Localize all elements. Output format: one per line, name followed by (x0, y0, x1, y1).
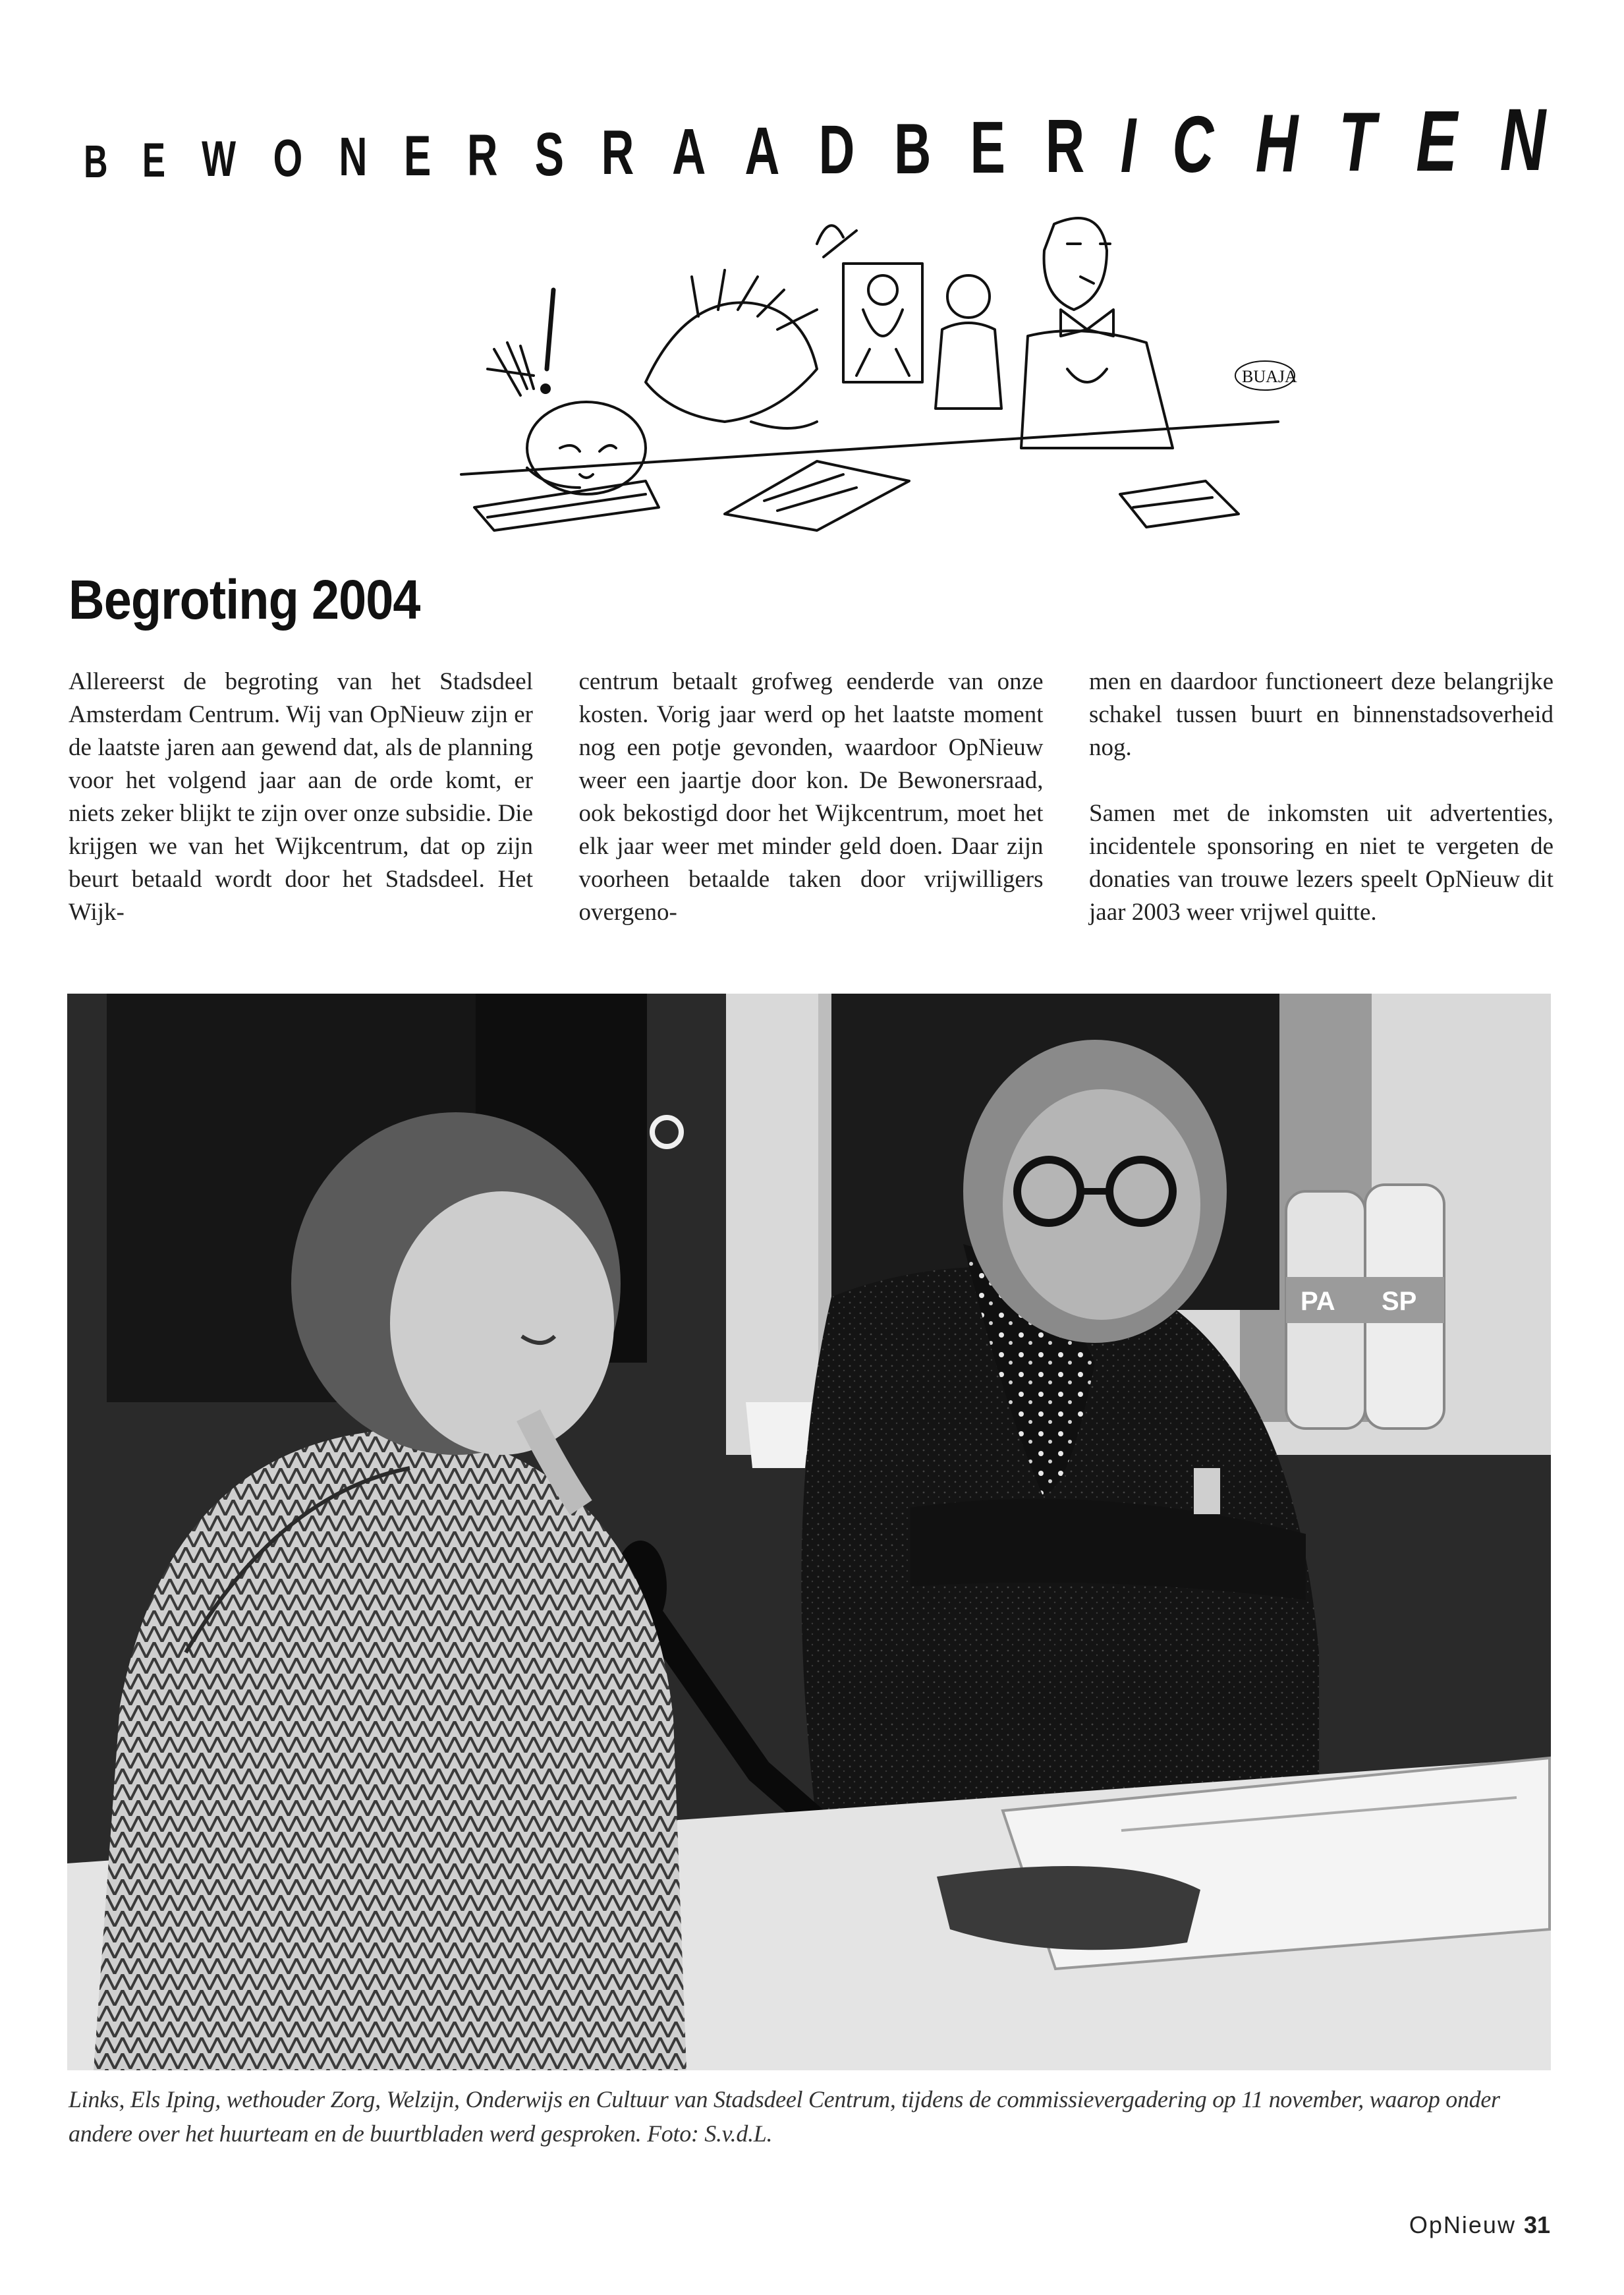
masthead-letter: S (534, 119, 564, 188)
masthead-letter: N (339, 126, 368, 188)
masthead-letter: A (744, 113, 780, 188)
masthead-letter: E (142, 132, 165, 187)
text-column-3 (1089, 666, 1554, 962)
masthead-letter: C (1172, 99, 1214, 189)
masthead-letter: R (467, 121, 498, 188)
article-title: Begroting 2004 (69, 569, 420, 631)
column-1-paragraph: Allereerst de begroting van het Stadsdeel Amsterdam Centrum. Wij van OpNieuw zijn er de laatste jaren aan gewend dat, als de planning voor het volgend jaar aan de orde komt, er niets zeker blijkt te zijn over onze subsidie. Die krijgen we van het Wijkcentrum, dat op zijn beurt betaald wordt door het Stadsdeel. Het Wijk- (69, 668, 533, 926)
masthead-letter: W (202, 130, 236, 187)
photo-caption: Links, Els Iping, wethouder Zorg, Welzijn, Onderwijs en Cultuur van Stadsdeel Centrum, tijdens de commissievergadering op 11 november, waarop onder andere over het huurteam en de buurtbladen werd gesproken. Foto: S.v.d.L. (69, 2086, 1500, 2147)
masthead-letter: E (970, 106, 1006, 189)
masthead-letter: E (403, 125, 431, 188)
text-column-2 (579, 666, 1044, 962)
bottle-label-2: SP (1382, 1287, 1417, 1316)
masthead-letter: T (1339, 95, 1376, 190)
masthead-letter: N (1499, 91, 1546, 189)
section-masthead (79, 91, 1555, 190)
masthead-letter: R (601, 117, 634, 188)
page-footer (1409, 2211, 1550, 2239)
page-number: 31 (1523, 2211, 1550, 2238)
masthead-letter: B (84, 136, 108, 187)
cartoon-signature: BUAJA (1242, 367, 1297, 386)
meeting-cartoon (448, 198, 1304, 540)
meeting-photo (67, 994, 1551, 2070)
masthead-letter: I (1120, 102, 1136, 189)
column-2-paragraph: centrum betaalt grofweg eenderde van onze kosten. Vorig jaar werd op het laatste moment nog een potje gevonden, waardoor OpNieuw weer een jaartje door kon. De Bewonersraad, ook bekostigd door het Wijkcentrum, moet het elk jaar weer met minder geld doen. Daar zijn voorheen betaalde taken door vrijwilligers overgeno- (578, 668, 1044, 926)
publication-name: OpNieuw (1409, 2211, 1516, 2238)
masthead-letter: B (893, 108, 932, 188)
masthead-letter: H (1255, 97, 1299, 189)
masthead-letter: R (1045, 104, 1085, 189)
article-body (69, 666, 1554, 962)
masthead-letter: O (273, 128, 303, 188)
text-column-1 (69, 666, 533, 962)
masthead-letter: D (818, 111, 854, 188)
bottle-label-1: PA (1301, 1287, 1335, 1316)
column-3-paragraph-2: Samen met de inkomsten uit advertenties, incidentele sponsoring en niet te vergeten de donaties van trouwe lezers speelt OpNieuw dit jaar 2003 weer vrijwel quitte. (1089, 800, 1554, 926)
masthead-letter: E (1416, 93, 1458, 190)
masthead-letter: A (672, 115, 706, 188)
column-3-paragraph-1: men en daardoor functioneert deze belangrijke schakel tussen buurt en binnenstadsoverheid nog. (1089, 668, 1554, 761)
